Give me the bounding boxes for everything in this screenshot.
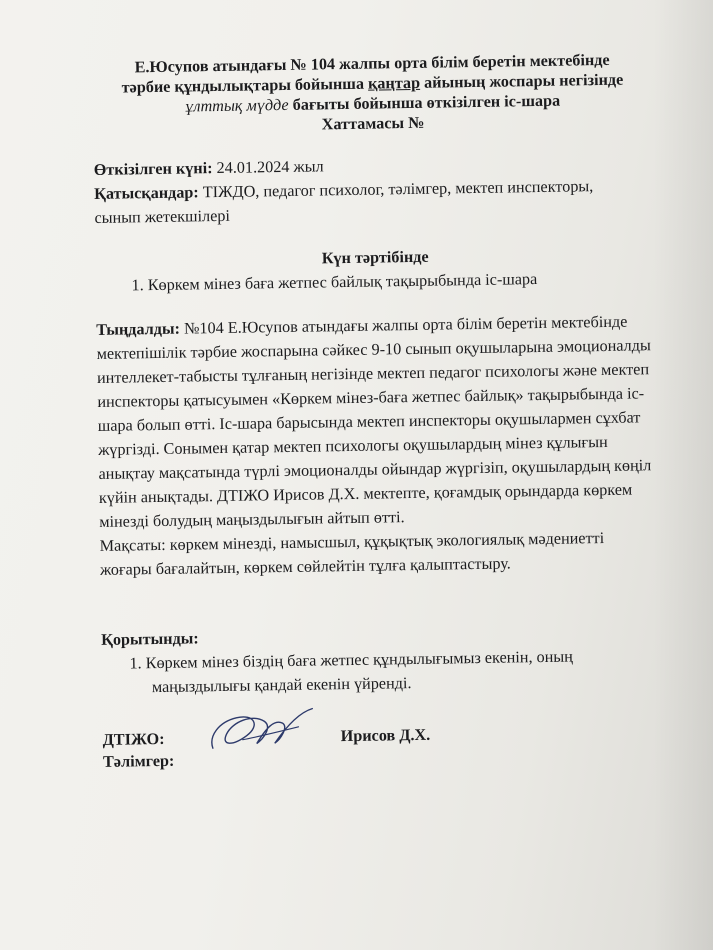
agenda-title: Күн тәртібінде [321,247,429,268]
meta-block [94,149,655,230]
listened-label: Тыңдалды: [96,319,181,339]
date-label: Өткізілген күні: [93,159,213,179]
signature-label-talimger: Тәлімгер: [102,751,175,771]
header-line-school: Е.Юсупов атындағы № 104 жалпы орта білім беретін мектебінде [134,50,610,77]
document-content [92,49,663,788]
participants-line-2: сынып жетекшілері [94,206,231,227]
header-direction: ұлттық мүдде [185,95,289,116]
participants-value: ТІЖДО, педагог психолог, тәлімгер, мектеп инспекторы, [198,177,594,202]
signature-name: Ирисов Д.Х. [340,725,431,746]
purpose-text: Мақсаты: көркем мінезді, намысшыл, құқықтық экологиялық мәдениетті жоғары бағалайтын, көркем сөйлейтін тұлға қалыптастыру. [99,529,605,579]
header-plan-text-2: айының жоспары негізінде [419,70,624,92]
document-header [92,49,653,138]
listened-block [96,309,659,534]
signature-block [103,719,664,788]
listened-text: №104 Е.Юсупов атындағы жалпы орта білім беретін мектебінде мектепішілік тәрбие жоспарына сәйкес 9-10 сынып оқушыларына эмоционалды интеллекет-табысты тұлғаның негізінде мектеп педагог психологы және мектеп инспекторы қатысуымен «Көркем мінез-баға жетпес байлық» тақырыбында іс-шара болып өтті. Іс-шара барысында мектеп инспекторы оқушылармен сұхбат жүргізді. Сонымен қатар мектеп психологы оқушылардың мінез құлығын анықтау мақсатында түрлі эмоционалды ойындар жүргізіп, оқушылардың көңіл күйін анықтады. ДТІЖО Ирисов Д.Х. мектепте, қоғамдық орындарда көркем мінезді болудың маңыздылығын айтып өтті. [96,312,652,531]
protocol-title: Хаттамасы № [321,113,425,134]
conclusion-list [101,643,662,700]
header-direction-rest: бағыты бойынша өткізілген іс-шара [288,91,561,114]
header-plan-text: тәрбие құндылықтары бойынша [121,74,369,97]
participants-label: Қатысқандар: [93,183,199,203]
agenda-item: 1. Көркем мінез баға жетпес байлық тақырыбында іс-шара [131,270,538,295]
date-value: 24.01.2024 жыл [212,157,324,178]
signature-label-dtizho: ДТІЖО: [102,729,165,749]
conclusion-item: 1. Көркем мінез біздің баға жетпес құндылығымыз екенін, оның маңыздылығы қандай екенін үйренді. [129,647,574,697]
header-month: қаңтар [367,73,421,93]
conclusion-label: Қорытынды: [101,629,199,649]
handwritten-signature [202,698,323,760]
